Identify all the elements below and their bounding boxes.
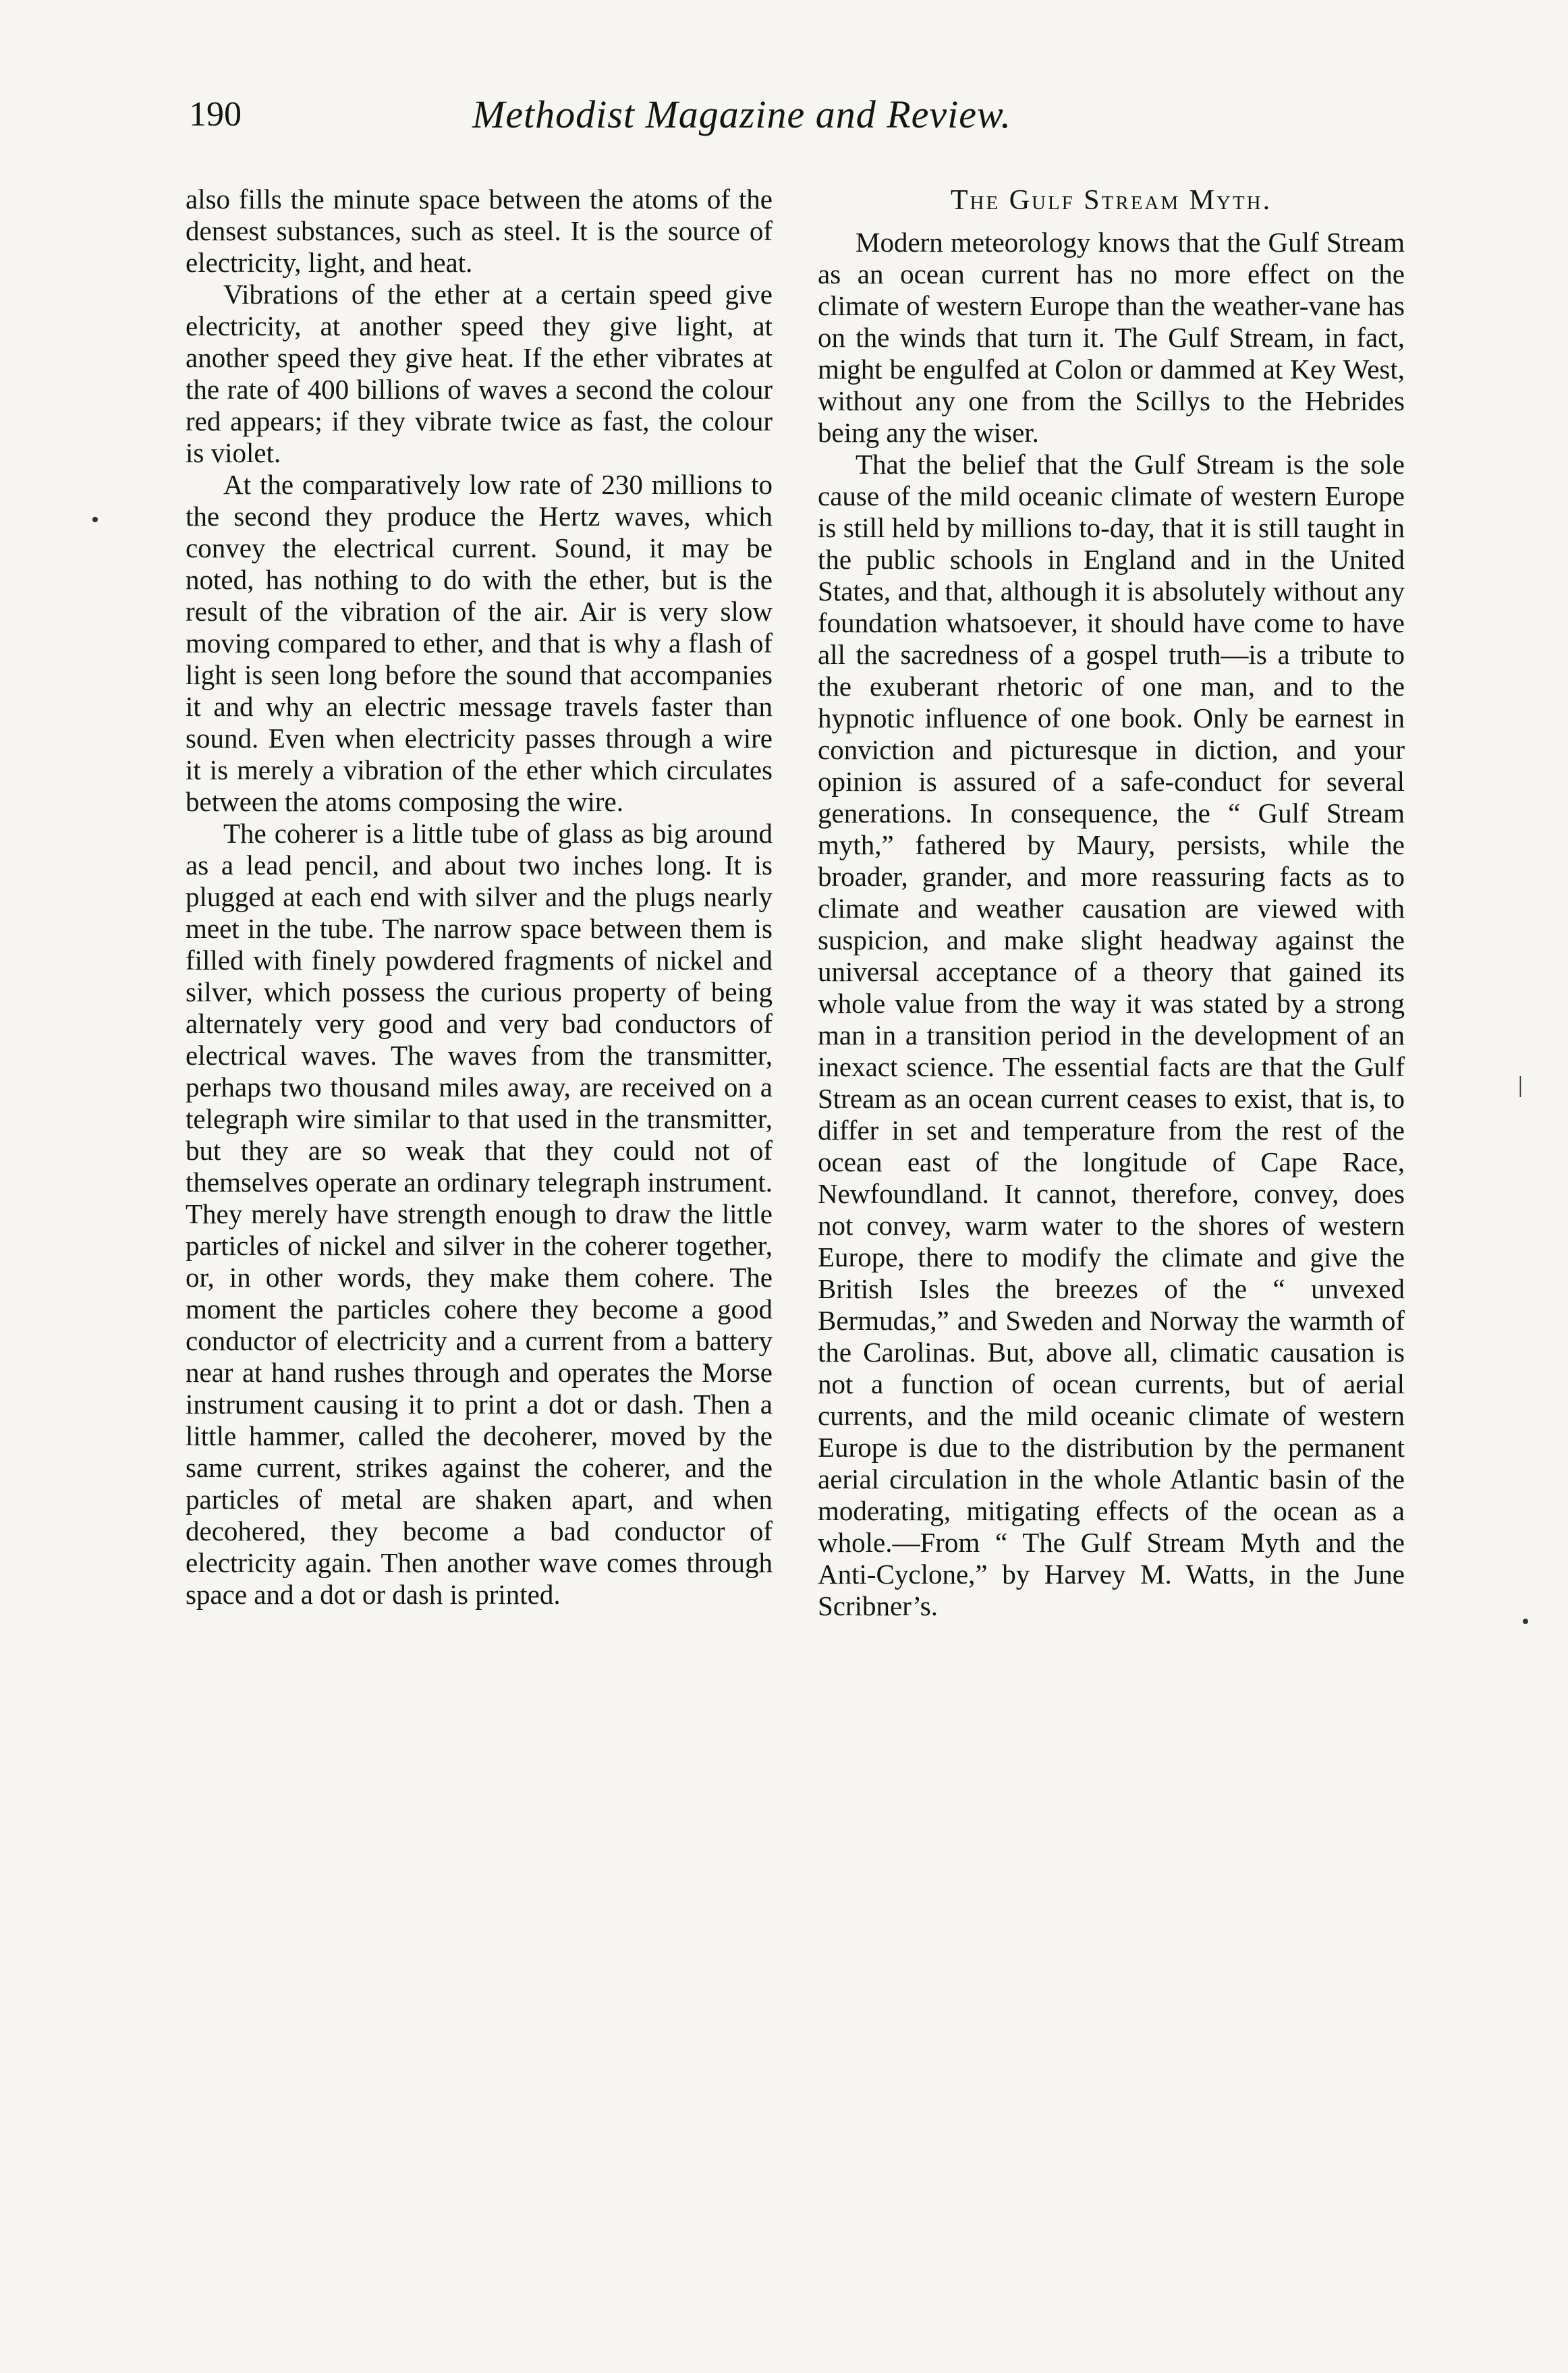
margin-speck: • <box>91 507 99 532</box>
margin-speck: • <box>1521 1609 1530 1634</box>
paragraph: Vibrations of the ether at a certain speed give electricity, at another speed they give light, at another speed they give heat. If the ether vibrates at the rate of 400 billions of waves a second the colour red appears; if they vibrate twice as fast, the colour is violet. <box>186 279 773 468</box>
paragraph: Modern meteorology knows that the Gulf Stream as an ocean current has no more effect on the climate of western Europe than the weather-vane has on the winds that turn it. The Gulf Stream, in fact, might be engulfed at Colon or dammed at Key West, without any one from the Scillys to the Hebrides being any the wiser. <box>818 227 1405 448</box>
page-number: 190 <box>189 95 242 134</box>
paragraph: At the comparatively low rate of 230 millions to the second they produce the Hertz waves, which convey the electrical current. Sound, it may be noted, has nothing to do with the ether, but is the result of the vibration of the air. Air is very slow moving compared to ether, and that is why a flash of light is seen long before the sound that accompanies it and why an electric message travels faster than sound. Even when electricity passes through a wire it is merely a vibration of the ether which circulates between the atoms composing the wire. <box>186 469 773 817</box>
paragraph: also fills the minute space between the atoms of the densest substances, such as steel. It is the source of electricity, light, and heat. <box>186 184 773 278</box>
paragraph: The coherer is a little tube of glass as big around as a lead pencil, and about two inches long. It is plugged at each end with silver and the plugs nearly meet in the tube. The narrow space between them is filled with finely powdered fragments of nickel and silver, which possess the curious property of being alternately very good and very bad conductors of electrical waves. The waves from the transmitter, perhaps two thousand miles away, are received on a telegraph wire similar to that used in the transmitter, but they are so weak that they could not of themselves operate an ordinary telegraph instrument. They merely have strength enough to draw the little particles of nickel and silver in the coherer together, or, in other words, they make them cohere. The moment the particles cohere they become a good conductor of electricity and a current from a battery near at hand rushes through and operates the Morse instrument causing it to print a dot or dash. Then a little hammer, called the decoherer, moved by the same current, strikes against the coherer, and the particles of metal are shaken apart, and when decohered, they become a bad conductor of electricity again. Then another wave comes through space and a dot or dash is printed. <box>186 818 773 1610</box>
right-column <box>818 184 1405 1622</box>
paragraph: That the belief that the Gulf Stream is the sole cause of the mild oceanic climate of western Europe is still held by millions to-day, that it is still taught in the public schools in England and in the United States, and that, although it is absolutely without any foundation whatsoever, it should have come to have all the sacredness of a gospel truth—is a tribute to the exuberant rhetoric of one man, and to the hypnotic influence of one book. Only be earnest in conviction and picturesque in diction, and your opinion is assured of a safe-conduct for several generations. In consequence, the “ Gulf Stream myth,” fathered by Maury, persists, while the broader, grander, and more reassuring facts as to climate and weather causation are viewed with suspicion, and make slight headway against the universal acceptance of a theory that gained its whole value from the way it was stated by a strong man in a transition period in the development of an inexact science. The essential facts are that the Gulf Stream as an ocean current ceases to exist, that is, to differ in set and temperature from the rest of the ocean east of the longitude of Cape Race, Newfoundland. It cannot, therefore, convey, does not convey, warm water to the shores of western Europe, there to modify the climate and give the British Isles the breezes of the “ unvexed Bermudas,” and Sweden and Norway the warmth of the Carolinas. But, above all, climatic causation is not a function of ocean currents, but of aerial currents, and the mild oceanic climate of western Europe is due to the distribution by the permanent aerial circulation in the whole Atlantic basin of the moderating, mitigating effects of the ocean as a whole.—From “ The Gulf Stream Myth and the Anti-Cyclone,” by Harvey M. Watts, in the June Scribner’s. <box>818 449 1405 1621</box>
margin-speck: | <box>1518 1073 1523 1098</box>
section-title: The Gulf Stream Myth. <box>950 185 1272 216</box>
running-title: Methodist Magazine and Review. <box>472 92 1011 136</box>
left-column <box>186 184 773 1611</box>
